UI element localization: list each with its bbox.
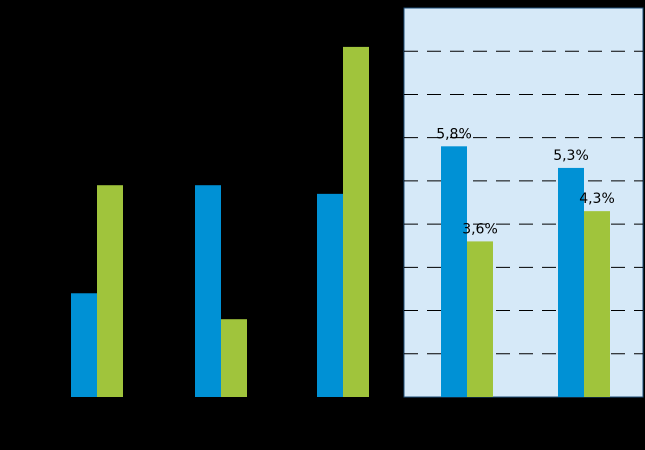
bar-series1-4 (441, 146, 467, 397)
bar-series2-5 (584, 211, 610, 397)
bar-series1-3 (317, 194, 343, 397)
bar-series2-2 (221, 319, 247, 397)
data-label-series2-4: 3,6% (462, 221, 498, 238)
bar-series1-2 (195, 185, 221, 397)
data-label-series1-5: 5,3% (553, 147, 589, 164)
bar-series2-4 (467, 241, 493, 397)
data-label-series1-4: 5,8% (436, 126, 472, 143)
bar-series1-1 (71, 293, 97, 397)
bar-series2-3 (343, 47, 369, 397)
data-label-series2-5: 4,3% (579, 191, 615, 208)
bar-series2-1 (97, 185, 123, 397)
